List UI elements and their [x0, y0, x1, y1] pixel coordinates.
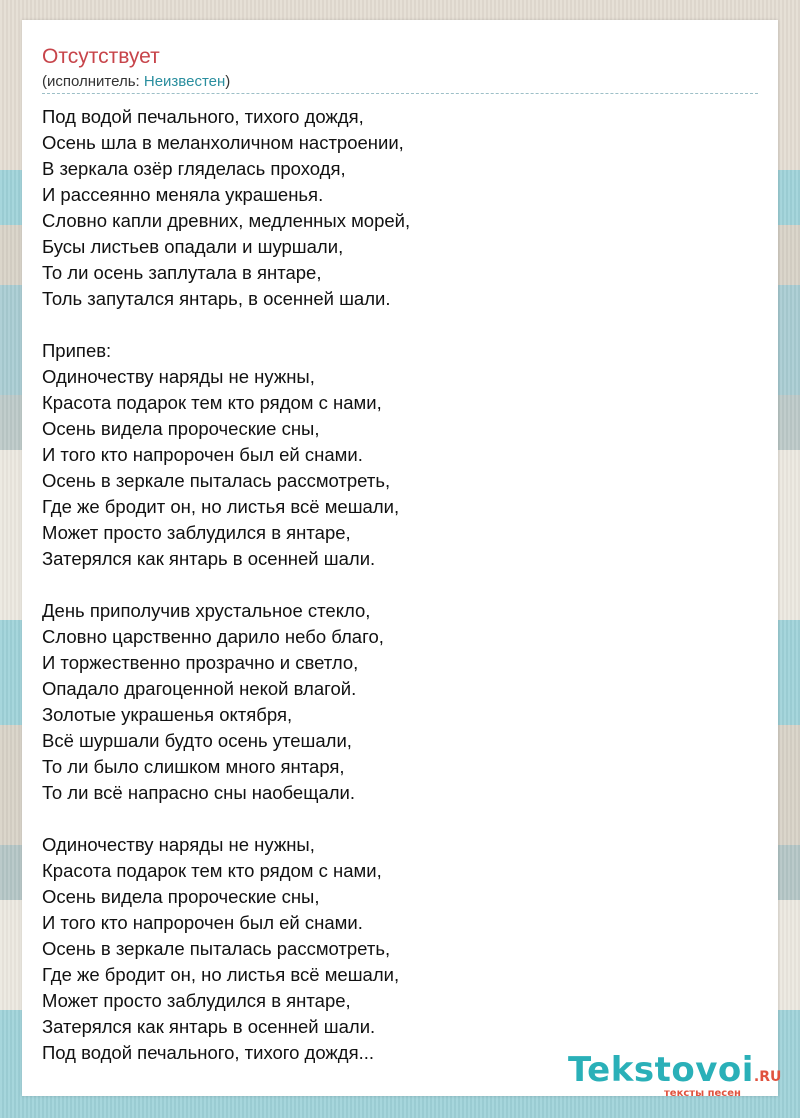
lyric-line: И того кто напророчен был ей снами.	[42, 912, 363, 933]
lyric-line: Словно капли древних, медленных морей,	[42, 210, 411, 231]
lyric-line: Может просто заблудился в янтаре,	[42, 990, 351, 1011]
artist-suffix: )	[225, 73, 231, 90]
lyric-line: Осень видела пророческие сны,	[42, 418, 320, 439]
lyric-line: Красота подарок тем кто рядом с нами,	[42, 860, 382, 881]
lyric-line: Осень шла в меланхоличном настроении,	[42, 132, 404, 153]
lyric-line: Одиночеству наряды не нужны,	[42, 834, 315, 855]
lyrics-text	[42, 104, 758, 1066]
artist-prefix: (исполнитель:	[42, 73, 144, 90]
lyric-line: Одиночеству наряды не нужны,	[42, 366, 315, 387]
stanza-gap	[42, 806, 758, 832]
stanza-gap	[42, 572, 758, 598]
lyrics-sheet	[22, 20, 778, 1096]
lyric-line: Осень в зеркале пыталась рассмотреть,	[42, 938, 391, 959]
lyric-line: Под водой печального, тихого дождя...	[42, 1042, 375, 1063]
lyric-line: Затерялся как янтарь в осенней шали.	[42, 548, 376, 569]
logo-tld: .RU	[753, 1069, 782, 1085]
song-title: Отсутствует	[42, 45, 160, 68]
lyric-line: Может просто заблудился в янтаре,	[42, 522, 351, 543]
lyric-line: Красота подарок тем кто рядом с нами,	[42, 392, 382, 413]
stanza-gap	[42, 312, 758, 338]
logo-name: Tekstovoi	[568, 1050, 754, 1090]
lyric-line: В зеркала озёр гляделась проходя,	[42, 158, 346, 179]
lyric-line: Осень в зеркале пыталась рассмотреть,	[42, 470, 391, 491]
lyric-line: Где же бродит он, но листья всё мешали,	[42, 496, 400, 517]
lyric-line: Толь запутался янтарь, в осенней шали.	[42, 288, 391, 309]
lyric-line: Затерялся как янтарь в осенней шали.	[42, 1016, 376, 1037]
lyric-line: День приполучив хрустальное стекло,	[42, 600, 371, 621]
lyric-line: То ли осень заплутала в янтаре,	[42, 262, 322, 283]
lyric-line: Где же бродит он, но листья всё мешали,	[42, 964, 400, 985]
artist-line	[42, 73, 230, 91]
lyric-line: И рассеянно меняла украшенья.	[42, 184, 324, 205]
lyric-line: Под водой печального, тихого дождя,	[42, 106, 364, 127]
artist-link[interactable]: Неизвестен	[143, 73, 226, 90]
lyric-line: И того кто напророчен был ей снами.	[42, 444, 363, 465]
site-logo[interactable]	[568, 1050, 782, 1099]
divider	[42, 93, 758, 94]
lyric-line: Словно царственно дарило небо благо,	[42, 626, 384, 647]
lyric-line: Припев:	[42, 340, 112, 361]
lyric-line: Опадало драгоценной некой влагой.	[42, 678, 357, 699]
lyric-line: Золотые украшенья октября,	[42, 704, 293, 725]
lyric-line: И торжественно прозрачно и светло,	[42, 652, 359, 673]
lyric-line: Бусы листьев опадали и шуршали,	[42, 236, 344, 257]
lyric-line: То ли было слишком много янтаря,	[42, 756, 345, 777]
logo-tagline: тексты песен	[664, 1088, 741, 1099]
lyric-line: Всё шуршали будто осень утешали,	[42, 730, 352, 751]
lyric-line: Осень видела пророческие сны,	[42, 886, 320, 907]
lyric-line: То ли всё напрасно сны наобещали.	[42, 782, 356, 803]
